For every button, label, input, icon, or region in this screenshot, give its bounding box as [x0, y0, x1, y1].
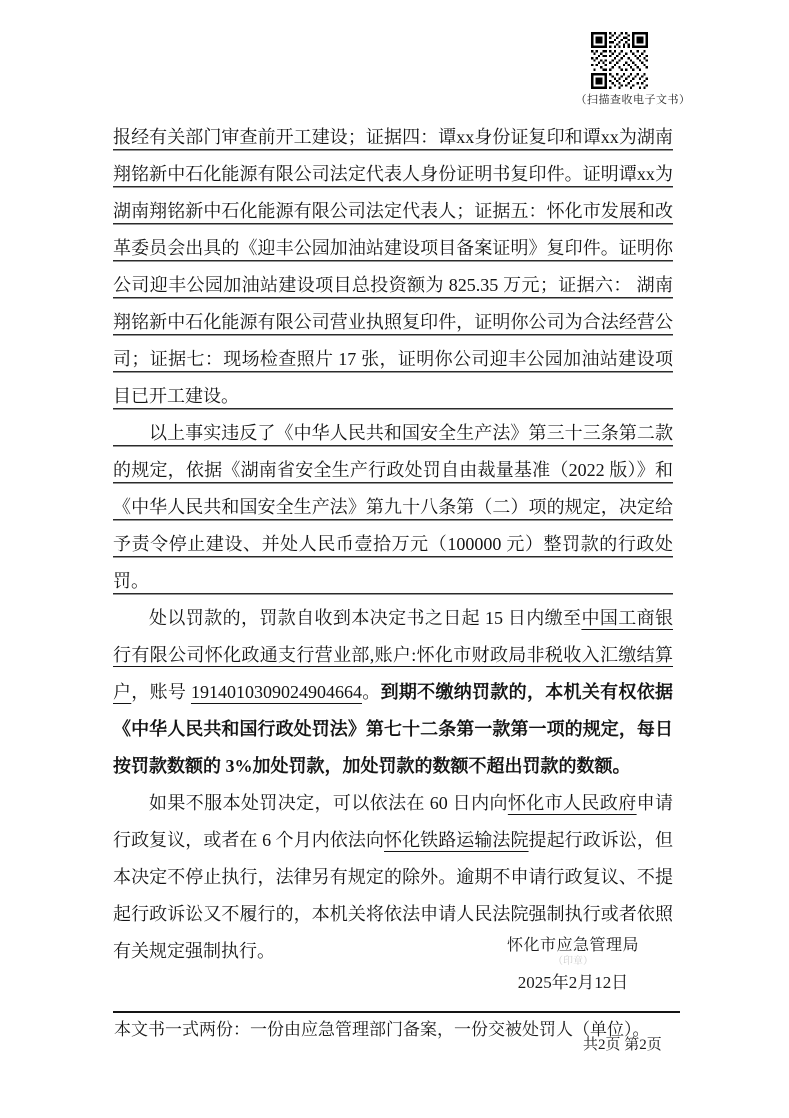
- appeal-intro: 如果不服本处罚决定，可以依法在 60 日内向: [149, 793, 508, 813]
- signature-block: [493, 936, 653, 993]
- qr-code-icon: [591, 32, 648, 89]
- footer-note: 本文书一式两份：一份由应急管理部门备案，一份交被处罚人（单位）。: [114, 1020, 650, 1039]
- paragraph-violation-decision: [113, 415, 673, 600]
- court-name: 怀化铁路运输法院: [384, 830, 529, 850]
- footer-divider: [113, 1011, 680, 1013]
- account-number: 1914010309024904664: [190, 682, 362, 702]
- paragraph-payment-instructions: [113, 600, 673, 785]
- paragraph-evidence: [113, 119, 673, 415]
- appeal-mid: 申请行政复议，或者在 6 个月内依法向: [113, 793, 674, 850]
- decision-date: 2025年2月12日: [517, 973, 629, 992]
- appeal-rest: 提起行政诉讼，但本决定不停止执行，法律另有规定的除外。逾期不申请行政复议、不提起行政诉讼又不履行的，本机关将依法申请人民法院强制执行或者依照有关规定强制执行。: [113, 830, 673, 961]
- evidence-text: 报经有关部门审查前开工建设；证据四：谭xx身份证复印和谭xx为湖南翔铭新中石化能源有限公司法定代表人身份证明书复印件。证明谭xx为 湖南翔铭新中石化能源有限公司法定代表人；证据五：怀化市发展和改革委员会出具的《迎丰公园加油站建设项目备案证明》复印件。证明你公司迎丰公园加油站建设项目总投资额为 825.35 万元；证据六： 湖南翔铭新中石化能源有限公司营业执照复印件，证明你公司为合法经营公司；证据七：现场检查照片 17 张，证明你公司迎丰公园加油站建设项目已开工建设。: [113, 127, 673, 406]
- payment-intro: 处以罚款的，罚款自收到本决定书之日起 15 日内缴至: [149, 608, 582, 628]
- agency-name: 怀化市应急管理局: [506, 937, 639, 954]
- decision-text: 以上事实违反了《中华人民共和国安全生产法》第三十三条第二款的规定，依据《湖南省安全生产行政处罚自由裁量基准（2022 版）》和《中华人民共和国安全生产法》第九十八条第（二）项的规定，决定给予责令停止建设、并处人民币壹拾万元（100000 元）整罚款的行政处罚。: [113, 423, 673, 591]
- review-authority: 怀化市人民政府: [507, 793, 637, 813]
- bank-account-name: 中国工商银行有限公司怀化政通支行营业部,账户:怀化市财政局非税收入汇缴结算户: [113, 608, 674, 702]
- seal-placeholder: （印章）: [553, 956, 593, 967]
- account-number-label: ，账号: [131, 682, 191, 702]
- overdue-penalty-clause: 到期不缴纳罚款的，本机关有权依据《中华人民共和国行政处罚法》第七十二条第一款第一项的规定，每日按罚款数额的 3%加处罚款，加处罚款的数额不超出罚款的数额。: [113, 682, 674, 776]
- page-indicator: 共2页 第2页: [583, 1037, 662, 1053]
- document-body: [113, 119, 673, 970]
- qr-caption: （扫描查收电子文书）: [575, 94, 691, 106]
- sentence-period: 。: [361, 682, 381, 702]
